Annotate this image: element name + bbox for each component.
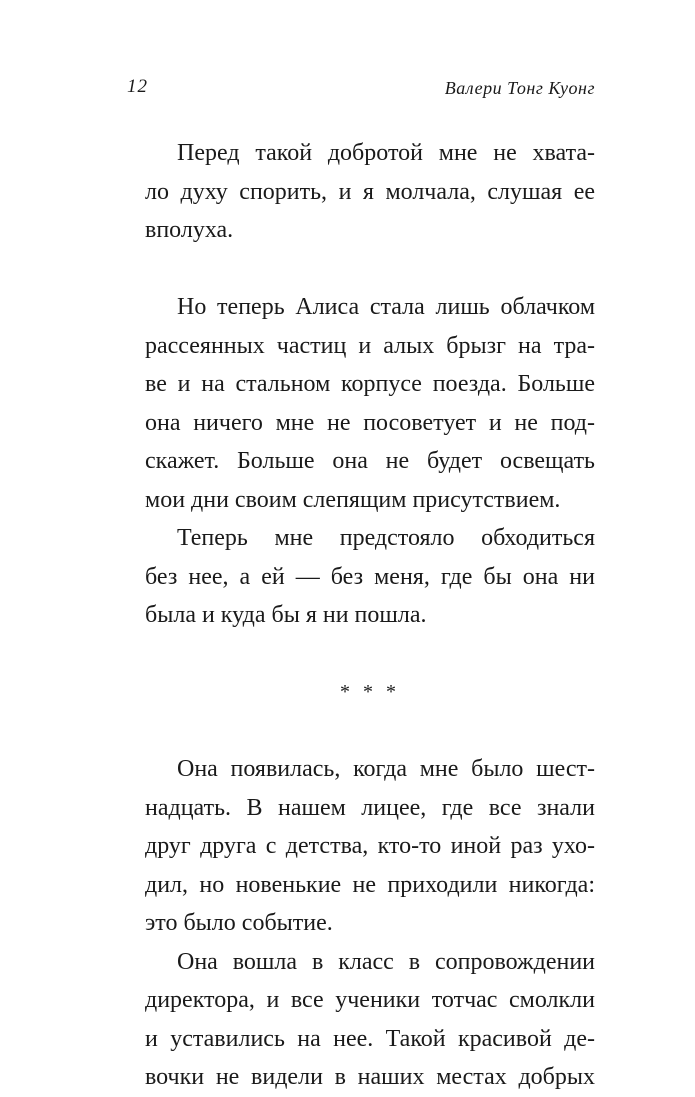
- text-line: вполуха.: [145, 217, 234, 243]
- text-line: это было событие.: [145, 910, 333, 936]
- text-line: дил, но новенькие не приходили никогда:: [145, 871, 595, 898]
- text-line: рассеянных частиц и алых брызг на тра-: [145, 332, 595, 359]
- paragraph-4: [145, 750, 595, 943]
- paragraph-gap: [145, 712, 595, 751]
- running-head: Валери Тонг Куонг: [444, 78, 595, 98]
- page-number: 12: [127, 76, 148, 97]
- paragraph-gap: [145, 635, 595, 674]
- text-line: скажет. Больше она не будет освещать: [145, 448, 595, 474]
- paragraph-1: [145, 134, 595, 250]
- text-line: она ничего мне не посоветует и не под-: [145, 409, 595, 436]
- paragraph-3: [145, 519, 595, 635]
- text-line: ве и на стальном корпусе поезда. Больше: [145, 371, 595, 397]
- text-line: ло духу спорить, и я молчала, слушая ее: [145, 178, 595, 205]
- text-line: директора, и все ученики тотчас смолкли: [145, 987, 595, 1013]
- text-line: без нее, а ей — без меня, где бы она ни: [145, 563, 595, 590]
- text-line: Теперь мне предстояло обходиться: [177, 525, 595, 551]
- text-line: вочки не видели в наших местах добрых: [145, 1064, 595, 1090]
- text-line: надцать. В нашем лицее, где все знали: [145, 794, 595, 821]
- text-line: друг друга с детства, кто-то иной раз ухо-: [145, 833, 595, 859]
- text-line: мои дни своим слепящим присутствием.: [145, 486, 561, 513]
- text-line: Она появилась, когда мне было шест-: [177, 756, 595, 782]
- text-line: Она вошла в класс в сопровождении: [177, 948, 595, 975]
- body-text: [145, 134, 595, 1097]
- paragraph-2: [145, 288, 595, 519]
- paragraph-gap: [145, 250, 595, 289]
- text-line: Но теперь Алиса стала лишь облачком: [177, 294, 595, 320]
- section-separator: * * *: [340, 681, 400, 703]
- text-line: была и куда бы я ни пошла.: [145, 602, 427, 628]
- paragraph-5: [145, 943, 595, 1097]
- text-line: Перед такой добротой мне не хвата-: [177, 140, 595, 166]
- text-line: и уставились на нее. Такой красивой де-: [145, 1025, 595, 1052]
